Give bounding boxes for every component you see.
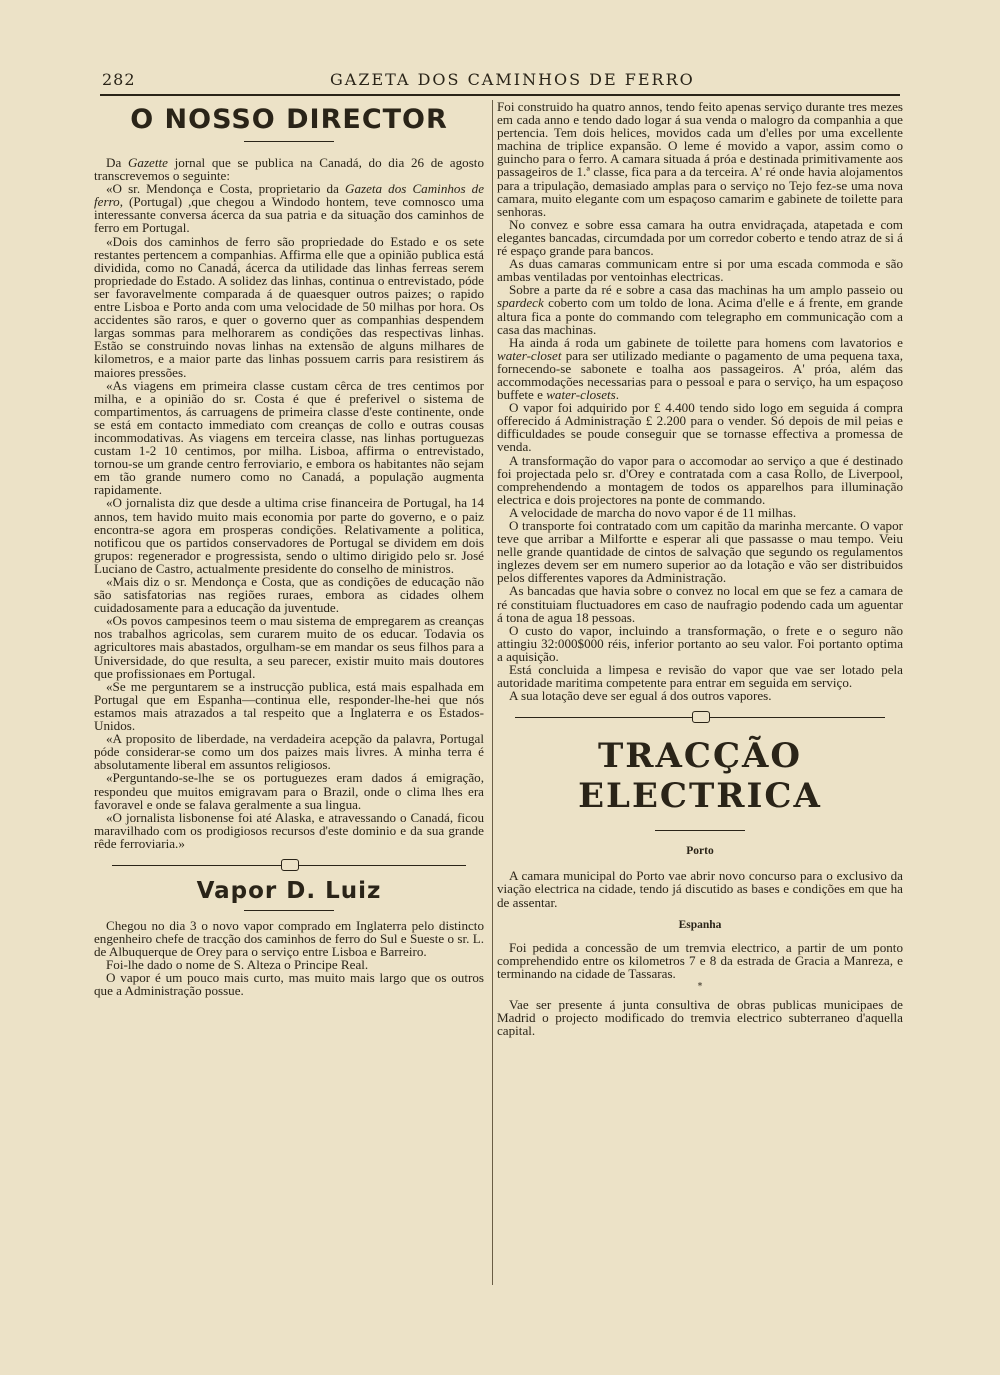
article-paragraph: «O jornalista diz que desde a ultima crise financeira de Portugal, ha 14 annos, tem havido muito mais economia por parte do governo, e o paiz encontra-se agora em prosperas condições. Relativamente a politica, notificou que os partidos conservadores de Portugal se dividem em dois grupos: regenerador e progressista, sendo o ultimo dirigido pelo sr. José Luciano de Castro, actualmente presidente do conselho de ministros.	[94, 495, 484, 576]
article-paragraph: Ha ainda á roda um gabinete de toilette para homens com lavatorios e water-closet para ser utilizado mediante o pagamento de uma pequena taxa, fornecendo-se sabonete e toalha aos passageiros. A' próa, além das accommodações necessarias para o pessoal e para o serviço, ha um espaçoso buffete e water-closets.	[497, 334, 903, 403]
article-paragraph: «Os povos campesinos teem o mau sistema de empregarem as creanças nos trabalhos agricolas, sem curarem muito de os educar. Todavia os agricultores mais abastados, orgulham-se em mandar os seus filhos para a Universidade, do que resulta, a seu parecer, existir muito mais doutores que profissionaes em Portugal.	[94, 613, 484, 681]
article-paragraph: No convez e sobre essa camara ha outra envidraçada, atapetada e com elegantes bancadas, circumdada por um corredor coberto e tendo atraz de si á ré espaço grande para bancos.	[497, 216, 903, 259]
running-head	[100, 70, 900, 96]
article-paragraph: O vapor é um pouco mais curto, mas muito mais largo que os outros que a Administração possue.	[94, 970, 484, 999]
article-paragraph: «As viagens em primeira classe custam cêrca de tres centimos por milha, e a opinião do sr. Costa é que é preferivel o sistema de compartimentos, ás carruagens de primeira classe d'este continente, onde se está em contacto immediato com creanças de collo e outras cousas incommodativas. As viagens em terceira classe, nas linhas portuguezas custam 1-2 10 centimos, por milha. Lisboa, affirma o entrevistado, tornou-se um grande centro ferroviario, e embora os habitantes não sejam em tão grande numero como no Canadá, a população augmenta rapidamente.	[94, 377, 484, 498]
article-paragraph: «Perguntando-se-lhe se os portuguezes eram dados á emigração, respondeu que muitos emigravam para o Brazil, onde o clima lhes era favoravel e onde se falava geralmente a sua lingua.	[94, 770, 484, 812]
title-underline	[244, 141, 334, 142]
section-separator	[112, 858, 466, 872]
asterisk-separator: *	[697, 981, 703, 992]
journal-title: GAZETA DOS CAMINHOS DE FERRO	[330, 70, 695, 89]
article-paragraph: A sua lotação deve ser egual á dos outros vapores.	[509, 688, 772, 704]
article-paragraph: A velocidade de marcha do novo vapor é de 11 milhas.	[509, 504, 797, 520]
article-title-traccao-electrica: TRACÇÃO ELECTRICA	[578, 736, 822, 817]
column-divider	[492, 100, 493, 1285]
article-paragraph: Foi construido ha quatro annos, tendo feito apenas serviço durante tres mezes em cada anno e tendo dado logar á sua venda o malogro da companhia a que pertencia. Tem dois helices, movidos cada um d'elles por uma excellente machina de triplice expansão. O leme é movido a vapor, assim como o guincho para o ferro. A camara situada á próa e destinada primitivamente aos passageiros de 1.ª classe, fica para a da terceira. A' ré onde havia alojamentos para a tripulação, demasiado amplas para o serviço no Tejo fez-se uma nova camara, muito elegante com um espaçoso camarim e gabinete de toilette para senhoras.	[497, 99, 903, 219]
article-paragraph: Da Gazette jornal que se publica na Canadá, do dia 26 de agosto transcrevemos o seguinte:	[94, 155, 484, 184]
article-paragraph: Chegou no dia 3 o novo vapor comprado em Inglaterra pelo distincto engenheiro chefe de tracção dos caminhos de ferro do Sul e Sueste o sr. L. de Albuquerque de Orey para o serviço entre Lisboa e Barreiro.	[94, 917, 484, 960]
subheading-porto: Porto	[686, 845, 714, 858]
article-paragraph: «Dois dos caminhos de ferro são propriedade do Estado e os sete restantes pertencem a companhias. Affirma elle que a opinião publica está dividida, como no Canadá, ácerca da utilidade das linhas ferreas serem propriedade do Estado. A solidez das linhas, continua o entrevistado, póde ser favoravelmente comparada á de quaesquer outros paizes; o rapido entre Lisboa e Porto anda com uma velocidade de 50 milhas por hora. Os accidentes são raros, e quer o governo quer as companhias despendem largas sommas para melhorarem as condições das respectivas linhas. Estão se construindo novas linhas na extensão de alguns milhares de kilometros, e a maior parte das linhas possuem carris para resistirem ás maiores pressões.	[94, 233, 484, 380]
article-paragraph: Foi pedida a concessão de um tremvia electrico, a partir de um ponto comprehendido entre os kilometros 7 e 8 da estrada de Gracia a Manreza, e terminando na cidade de Tassaras.	[497, 939, 903, 981]
ornament-icon	[281, 859, 299, 871]
article-title-vapor-d-luiz: Vapor D. Luiz	[196, 877, 382, 904]
article-paragraph: A transformação do vapor para o accomodar ao serviço a que é destinado foi projectada pelo sr. d'Orey e contratada com a casa Rollo, de Liverpool, comprehendendo a montagem de todos os apparelhos para illuminação electrica e dois projectores na ponte de commando.	[497, 452, 903, 507]
article-paragraph: «O jornalista lisbonense foi até Alaska, e atravessando o Canadá, ficou maravilhado com os prodigiosos recursos d'este dominio e da sua grande rêde ferroviaria.»	[94, 809, 484, 851]
article-paragraph: O transporte foi contratado com um capitão da marinha mercante. O vapor teve que arribar a Milfortte e esperar ali que passasse o mau tempo. Veiu nelle grande quantidade de cintos de salvação que segundo os regulamentos inglezes devem ser em numero superior ao da lotação e vão ser distribuidos pelos differentes vapores da Administração.	[497, 518, 903, 586]
article-paragraph: Sobre a parte da ré e sobre a casa das machinas ha um amplo passeio ou spardeck coberto com um toldo de lona. Acima d'elle e á frente, em grande altura fica a ponte do commando com telegrapho em communicação com a casa das machinas.	[497, 282, 903, 337]
article-paragraph: «A proposito de liberdade, na verdadeira acepção da palavra, Portugal póde considerar-se como um dos paizes mais livres. A minha terra é absolutamente liberal em assuntos religiosos.	[94, 731, 484, 773]
article-paragraph: Vae ser presente á junta consultiva de obras publicas municipaes de Madrid o projecto modificado do tremvia electrico subterraneo d'aquella capital.	[497, 996, 903, 1039]
ornament-icon	[692, 711, 710, 723]
title-underline	[655, 830, 745, 831]
article-paragraph: As duas camaras communicam entre si por uma escada commoda e são ambas ventiladas por ventoinhas electricas.	[497, 256, 903, 285]
page-number: 282	[102, 70, 136, 89]
article-paragraph: «O sr. Mendonça e Costa, proprietario da Gazeta dos Caminhos de ferro, (Portugal) ,que chegou a Windodo hontem, teve comnosco uma interessante conversa ácerca da sua patria e da situação dos caminhos de ferro em Portugal.	[94, 181, 485, 236]
article-paragraph: O custo do vapor, incluindo a transformação, o frete e o seguro não attingiu 32:000$000 réis, inferior portanto ao seu valor. Foi portanto optima a aquisição.	[497, 622, 903, 664]
left-column	[94, 100, 484, 998]
article-paragraph: Foi-lhe dado o nome de S. Alteza o Principe Real.	[106, 957, 369, 973]
article-paragraph: As bancadas que havia sobre o convez no local em que se fez a camara de ré constituiam fluctuadores em caso de naufragio podendo cada um aguentar á tona de agua 18 pessoas.	[497, 583, 903, 625]
article-paragraph: «Mais diz o sr. Mendonça e Costa, que as condições de educação não são satisfatorias nas regiões ruraes, embora as cidades olhem cuidadosamente para a educação da juventude.	[94, 574, 484, 616]
article-title-nosso-director: O NOSSO DIRECTOR	[130, 104, 448, 135]
article-paragraph: A camara municipal do Porto vae abrir novo concurso para o exclusivo da viação electrica na cidade, tendo já discutido as bases e condições em que ha de assentar.	[497, 868, 903, 910]
title-underline	[244, 910, 334, 911]
subheading-espanha: Espanha	[678, 918, 722, 931]
right-column	[497, 100, 903, 1037]
article-paragraph: «Se me perguntarem se a instrucção publica, está mais espalhada em Portugal que em Espanha—continua elle, responder-lhe-hei que nós estamos mais atrazados a tal respeito que a Inglaterra e os Estados-Unidos.	[94, 678, 484, 734]
article-paragraph: O vapor foi adquirido por £ 4.400 tendo sido logo em seguida á compra offerecido á Administração £ 2.200 para o vender. Só depois de mil peias e difficuldades se poude conseguir que se tornasse effectiva a promessa de venda.	[497, 400, 903, 455]
article-paragraph: Está concluida a limpesa e revisão do vapor que vae ser lotado pela autoridade maritima competente para entrar em seguida em serviço.	[497, 662, 903, 691]
section-separator	[515, 710, 885, 724]
